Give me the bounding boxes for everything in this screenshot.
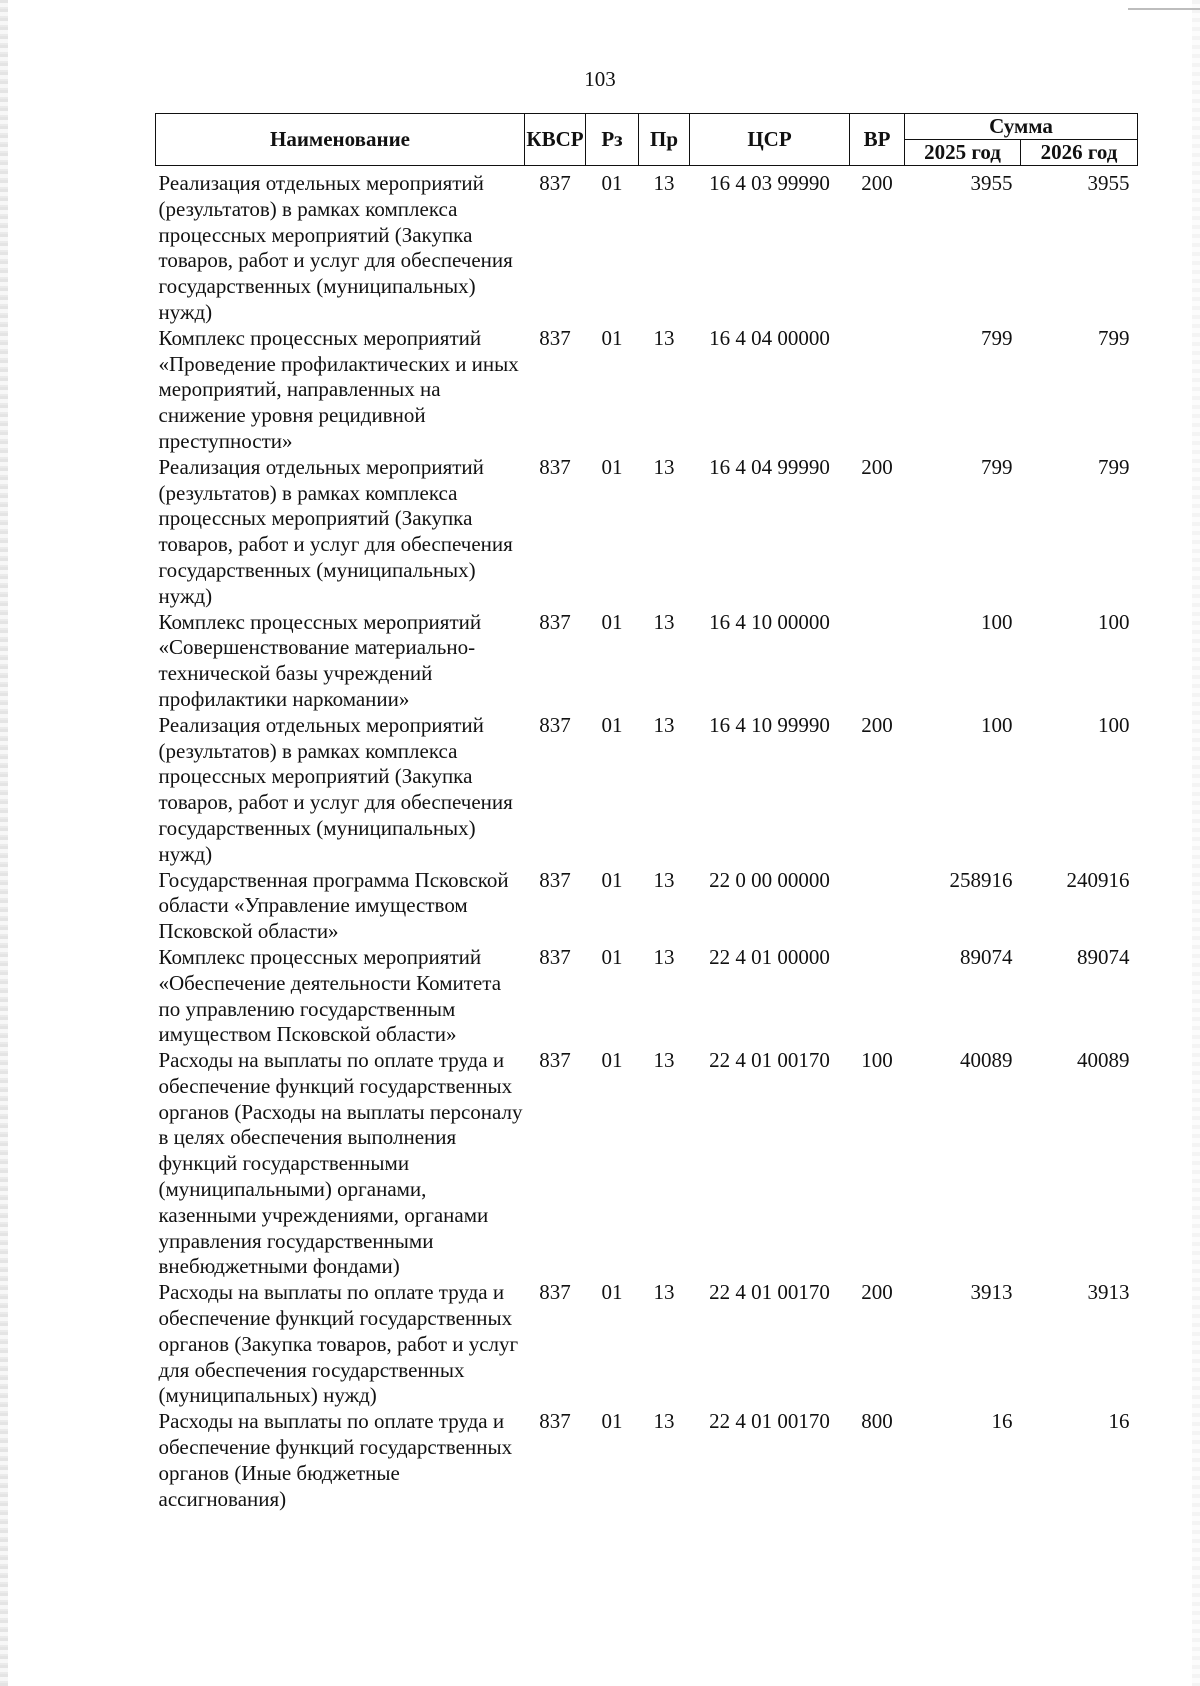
cell-kvsr: 837 bbox=[539, 944, 571, 969]
table-row bbox=[156, 455, 1138, 610]
cell-kvsr: 837 bbox=[539, 1280, 571, 1305]
cell-vr: 200 bbox=[861, 171, 893, 195]
cell-csr: 22 4 01 00170 bbox=[709, 1048, 830, 1073]
cell-vr bbox=[850, 326, 905, 455]
cell-vr bbox=[850, 610, 905, 713]
header-2025: 2025 год bbox=[905, 140, 1021, 166]
cell-name: Расходы на выплаты по оплате труда и обеспечение функций государственных органов (Закупка товаров, работ и услуг для обеспечения государственных (муниципальных) нужд) bbox=[158, 1280, 519, 1408]
cell-y2025: 89074 bbox=[960, 944, 1013, 969]
cell-rz: 01 bbox=[601, 1409, 623, 1434]
cell-vr: 200 bbox=[861, 454, 893, 479]
cell-name: Реализация отдельных мероприятий (результатов) в рамках комплекса процессных мероприятий (Закупка товаров, работ и услуг для обеспечения государственных (муниципальных) нужд) bbox=[158, 454, 513, 608]
header-rz: Рз bbox=[586, 114, 639, 166]
cell-name: Реализация отдельных мероприятий (результатов) в рамках комплекса процессных мероприятий (Закупка товаров, работ и услуг для обеспечения государственных (муниципальных) нужд) bbox=[158, 712, 513, 866]
cell-name: Расходы на выплаты по оплате труда и обеспечение функций государственных органов (Иные бюджетные ассигнования) bbox=[158, 1409, 513, 1511]
cell-rz: 01 bbox=[601, 325, 623, 350]
cell-kvsr: 837 bbox=[539, 454, 571, 479]
table-row bbox=[156, 868, 1138, 945]
cell-csr: 22 0 00 00000 bbox=[709, 867, 830, 892]
cell-name: Комплекс процессных мероприятий «Обеспечение деятельности Комитета по управлению государственным имуществом Псковской области» bbox=[158, 944, 502, 1047]
cell-name: Расходы на выплаты по оплате труда и обеспечение функций государственных органов (Расходы на выплаты персоналу в целях обеспечения выполнения функций государственными (муниципальными) органами, казенными учреждениями, органами управления государственными внебюджетными фондами) bbox=[158, 1048, 523, 1279]
cell-y2026: 40089 bbox=[1077, 1048, 1130, 1073]
cell-pr: 13 bbox=[653, 325, 675, 350]
cell-kvsr: 837 bbox=[539, 712, 571, 737]
cell-kvsr: 837 bbox=[539, 1048, 571, 1073]
cell-vr bbox=[850, 945, 905, 1048]
cell-rz: 01 bbox=[601, 1280, 623, 1305]
table-header bbox=[156, 114, 1138, 166]
header-name: Наименование bbox=[156, 114, 525, 166]
table-row bbox=[156, 171, 1138, 326]
cell-csr: 16 4 03 99990 bbox=[709, 171, 830, 195]
cell-csr: 16 4 04 99990 bbox=[709, 454, 830, 479]
cell-y2025: 3913 bbox=[970, 1280, 1013, 1305]
cell-pr: 13 bbox=[653, 171, 675, 195]
cell-name: Комплекс процессных мероприятий «Совершенствование материально-технической базы учреждений профилактики наркомании» bbox=[158, 609, 482, 711]
cell-csr: 16 4 04 00000 bbox=[709, 325, 830, 350]
cell-kvsr: 837 bbox=[539, 867, 571, 892]
cell-vr bbox=[850, 868, 905, 945]
cell-vr: 800 bbox=[861, 1409, 893, 1434]
table-row bbox=[156, 713, 1138, 868]
cell-kvsr: 837 bbox=[539, 1409, 571, 1434]
header-vr: ВР bbox=[850, 114, 905, 166]
cell-y2025: 100 bbox=[981, 609, 1013, 634]
cell-rz: 01 bbox=[601, 944, 623, 969]
cell-csr: 22 4 01 00170 bbox=[709, 1280, 830, 1305]
table-row bbox=[156, 1048, 1138, 1280]
header-kvsr: КВСР bbox=[525, 114, 586, 166]
cell-y2026: 89074 bbox=[1077, 944, 1130, 969]
scan-edge-left bbox=[0, 0, 8, 1686]
cell-csr: 22 4 01 00000 bbox=[709, 944, 830, 969]
cell-csr: 22 4 01 00170 bbox=[709, 1409, 830, 1434]
cell-rz: 01 bbox=[601, 712, 623, 737]
cell-kvsr: 837 bbox=[539, 171, 571, 195]
cell-vr: 200 bbox=[861, 1280, 893, 1305]
cell-pr: 13 bbox=[653, 1280, 675, 1305]
table-row bbox=[156, 945, 1138, 1048]
page-number: 103 bbox=[584, 67, 616, 91]
cell-csr: 16 4 10 99990 bbox=[709, 712, 830, 737]
cell-vr: 200 bbox=[861, 712, 893, 737]
cell-vr: 100 bbox=[861, 1048, 893, 1073]
cell-rz: 01 bbox=[601, 609, 623, 634]
cell-pr: 13 bbox=[653, 712, 675, 737]
cell-y2026: 799 bbox=[1098, 454, 1130, 479]
cell-rz: 01 bbox=[601, 454, 623, 479]
cell-kvsr: 837 bbox=[539, 325, 571, 350]
cell-name: Государственная программа Псковской области «Управление имуществом Псковской области» bbox=[158, 867, 509, 944]
cell-y2026: 3913 bbox=[1087, 1280, 1130, 1305]
cell-y2025: 799 bbox=[981, 325, 1013, 350]
cell-y2026: 100 bbox=[1098, 609, 1130, 634]
table-row bbox=[156, 1409, 1138, 1512]
cell-y2026: 799 bbox=[1098, 325, 1130, 350]
table-row bbox=[156, 610, 1138, 713]
cell-y2025: 799 bbox=[981, 454, 1013, 479]
table-row bbox=[156, 326, 1138, 455]
cell-csr: 16 4 10 00000 bbox=[709, 609, 830, 634]
cell-rz: 01 bbox=[601, 867, 623, 892]
cell-y2025: 16 bbox=[991, 1409, 1013, 1434]
cell-pr: 13 bbox=[653, 944, 675, 969]
cell-name: Комплекс процессных мероприятий «Проведение профилактических и иных мероприятий, направленных на снижение уровня рецидивной преступности» bbox=[158, 325, 519, 453]
cell-y2026: 16 bbox=[1108, 1409, 1130, 1434]
cell-pr: 13 bbox=[653, 867, 675, 892]
cell-y2026: 3955 bbox=[1087, 171, 1130, 195]
table-row bbox=[156, 1280, 1138, 1409]
cell-rz: 01 bbox=[601, 1048, 623, 1073]
cell-y2026: 240916 bbox=[1066, 867, 1130, 892]
scan-edge-right bbox=[1192, 0, 1200, 1686]
budget-table bbox=[155, 113, 1138, 1512]
cell-rz: 01 bbox=[601, 171, 623, 195]
scan-mark-top bbox=[1128, 8, 1200, 10]
cell-y2025: 40089 bbox=[960, 1048, 1013, 1073]
cell-pr: 13 bbox=[653, 609, 675, 634]
cell-y2025: 100 bbox=[981, 712, 1013, 737]
cell-pr: 13 bbox=[653, 1048, 675, 1073]
cell-pr: 13 bbox=[653, 454, 675, 479]
table-body bbox=[156, 166, 1138, 1513]
cell-y2025: 3955 bbox=[970, 171, 1013, 195]
header-sum: Сумма bbox=[905, 114, 1138, 140]
cell-y2025: 258916 bbox=[949, 867, 1013, 892]
header-2026: 2026 год bbox=[1021, 140, 1138, 166]
cell-pr: 13 bbox=[653, 1409, 675, 1434]
cell-name: Реализация отдельных мероприятий (результатов) в рамках комплекса процессных мероприятий (Закупка товаров, работ и услуг для обеспечения государственных (муниципальных) нужд) bbox=[158, 171, 513, 324]
header-csr: ЦСР bbox=[690, 114, 850, 166]
cell-kvsr: 837 bbox=[539, 609, 571, 634]
cell-y2026: 100 bbox=[1098, 712, 1130, 737]
header-pr: Пр bbox=[639, 114, 690, 166]
